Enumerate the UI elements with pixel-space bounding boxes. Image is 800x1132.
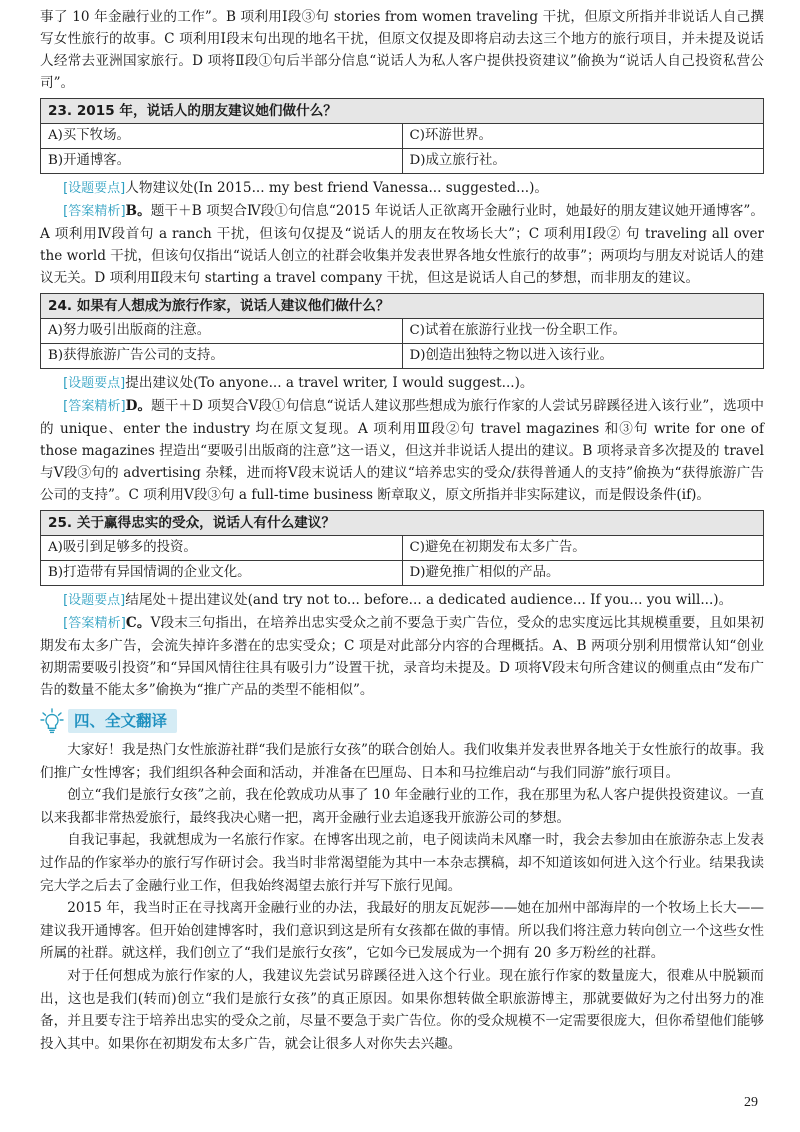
question-24-table <box>40 293 764 369</box>
translation-paragraph: 2015 年，我当时正在寻找离开金融行业的办法，我最好的朋友瓦妮莎——她在加州中部海岸的一个牧场上长大——建议我开通博客。但开始创建博客时，我们意识到这是所有女孩都在做的事情。所以我们将注意力转向创立一个这些女性所属的社群。就这样，我们创立了“我们是旅行女孩”，它如今已发展成为一个拥有 20 多万粉丝的社群。 <box>40 900 764 962</box>
analysis-text: Ⅴ段末三句指出，在培养出忠实受众之前不要急于卖广告位，受众的忠实度远比其规模重要，且如果初期发布太多广告，会流失掉许多潜在的忠实受众；C 项是对此部分内容的合理概括。A、B 两项分别利用惯常认知“创业初期需要吸引投资”和“异国风情往往具有吸引力”设置干扰，录音均未提及。D 项将Ⅴ段末句所含建议的侧重点由“发布广告的数量不能太多”偷换为“推广产品的类型不能相似”。 <box>40 615 764 698</box>
option-b: B)获得旅游广告公司的支持。 <box>41 344 403 369</box>
answer-key: B。 <box>125 203 151 219</box>
option-a: A)努力吸引出版商的注意。 <box>41 319 403 344</box>
option-b: B)打造带有异国情调的企业文化。 <box>41 561 403 586</box>
question-title: 24. 如果有人想成为旅行作家，说话人建议他们做什么？ <box>41 294 764 319</box>
question-23-table <box>40 98 764 174</box>
question-point <box>40 177 764 200</box>
answer-key: D。 <box>125 398 152 414</box>
point-text: 结尾处＋提出建议处(and try not to... before... a dedicated audience... If you... you will...)。 <box>125 592 733 608</box>
question-title: 25. 关于赢得忠实的受众，说话人有什么建议？ <box>41 511 764 536</box>
translation-paragraph: 创立“我们是旅行女孩”之前，我在伦敦成功从事了 10 年金融行业的工作，我在那里为私人客户提供投资建议。一直以来我都非常热爱旅行，最终我决心赌一把，离开金融行业去追逐我开旅游公司的梦想。 <box>40 787 764 826</box>
question-point <box>40 589 764 612</box>
lightbulb-icon <box>40 708 64 734</box>
option-d: D)避免推广相似的产品。 <box>402 561 764 586</box>
point-label: [设题要点] <box>63 593 126 608</box>
point-label: [设题要点] <box>63 376 126 391</box>
section-title: 四、全文翻译 <box>68 709 177 733</box>
intro-paragraph: 事了 10 年金融行业的工作”。B 项利用Ⅰ段③句 stories from women traveling 干扰，但原文所指并非说话人自己撰写女性旅行的故事。C 项利用Ⅰ段末句出现的地名干扰，但原文仅提及即将启动去这三个地方的旅行项目，并未提及说话人经常去亚洲国家旅行。D 项将Ⅱ段①句后半部分信息“说话人为私人客户提供投资建议”偷换为“说话人自己投资私营公司”。 <box>40 9 764 91</box>
question-analysis <box>40 200 764 289</box>
page-number: 29 <box>744 1095 758 1110</box>
point-label: [设题要点] <box>63 181 126 196</box>
question-analysis <box>40 395 764 506</box>
question-25-table <box>40 510 764 586</box>
point-text: 人物建议处(In 2015... my best friend Vanessa... suggested...)。 <box>125 180 548 196</box>
option-b: B)开通博客。 <box>41 149 403 174</box>
option-a: A)买下牧场。 <box>41 124 403 149</box>
question-title: 23. 2015 年，说话人的朋友建议她们做什么？ <box>41 99 764 124</box>
option-c: C)避免在初期发布太多广告。 <box>402 536 764 561</box>
analysis-label: [答案精析] <box>63 616 126 631</box>
translation-paragraph: 自我记事起，我就想成为一名旅行作家。在博客出现之前，电子阅读尚未风靡一时，我会去参加由在旅游杂志上发表过作品的作家举办的旅行写作研讨会。我当时非常渴望能为其中一本杂志撰稿，却不知道该如何进入这个行业。结果我读完大学之后去了金融行业工作，但我始终渴望去旅行并写下旅行见闻。 <box>40 832 764 894</box>
analysis-label: [答案精析] <box>63 204 126 219</box>
question-analysis <box>40 612 764 701</box>
analysis-label: [答案精析] <box>63 399 126 414</box>
option-a: A)吸引到足够多的投资。 <box>41 536 403 561</box>
option-c: C)环游世界。 <box>402 124 764 149</box>
translation-paragraph: 大家好！我是热门女性旅游社群“我们是旅行女孩”的联合创始人。我们收集并发表世界各地关于女性旅行的故事。我们推广女性博客；我们组织各种会面和活动，并准备在巴厘岛、日本和马拉维启动“与我们同游”旅行项目。 <box>40 742 764 781</box>
point-text: 提出建议处(To anyone... a travel writer, I would suggest...)。 <box>125 375 534 391</box>
question-point <box>40 372 764 395</box>
analysis-text: 题干＋B 项契合Ⅳ段①句信息“2015 年说话人正欲离开金融行业时，她最好的朋友建议她开通博客”。A 项利用Ⅳ段首句 a ranch 干扰，但该句仅提及“说话人的朋友在牧场长大”；C 项利用Ⅰ段② 句 traveling all over the world 干扰，但该句仅指出“说话人创立的社群会收集并发表世界各地女性旅行的故事”；两项均与朋友对说话人的建议无关。D 项利用Ⅱ段末句 starting a travel company 干扰，但这是说话人自己的梦想，而非朋友的建议。 <box>40 203 764 286</box>
analysis-text: 题干＋D 项契合Ⅴ段①句信息“说话人建议那些想成为旅行作家的人尝试另辟蹊径进入该行业”，选项中的 unique、enter the industry 均在原文复现。A 项利用Ⅲ段②句 travel magazines 和③句 write for one of those magazines 捏造出“要吸引出版商的注意”这一语义，但这并非说话人提出的建议。B 项将录音多次提及的 travel 与Ⅴ段③句的 advertising 杂糅，进而将Ⅴ段末说话人的建议“培养忠实的受众/获得普通人的支持”偷换为“获得旅游广告公司的支持”。C 项利用Ⅴ段③句 a full-time business 断章取义，原文所指并非实际建议，而是假设条件(if)。 <box>40 398 764 503</box>
section-heading <box>40 707 764 735</box>
option-c: C)试着在旅游行业找一份全职工作。 <box>402 319 764 344</box>
option-d: D)成立旅行社。 <box>402 149 764 174</box>
page-content <box>40 6 764 1055</box>
translation-paragraph: 对于任何想成为旅行作家的人，我建议先尝试另辟蹊径进入这个行业。现在旅行作家的数量庞大，很难从中脱颖而出，这也是我们(转而)创立“我们是旅行女孩”的真正原因。如果你想转做全职旅游博主，那就要做好为之付出努力的准备，并且要专注于培养出忠实的受众之前，尽量不要急于卖广告位。你的受众规模不一定需要很庞大，但你希望他们能够投入其中。如果你在初期发布太多广告，就会让很多人对你失去兴趣。 <box>40 967 764 1052</box>
answer-key: C。 <box>125 615 151 631</box>
option-d: D)创造出独特之物以进入该行业。 <box>402 344 764 369</box>
